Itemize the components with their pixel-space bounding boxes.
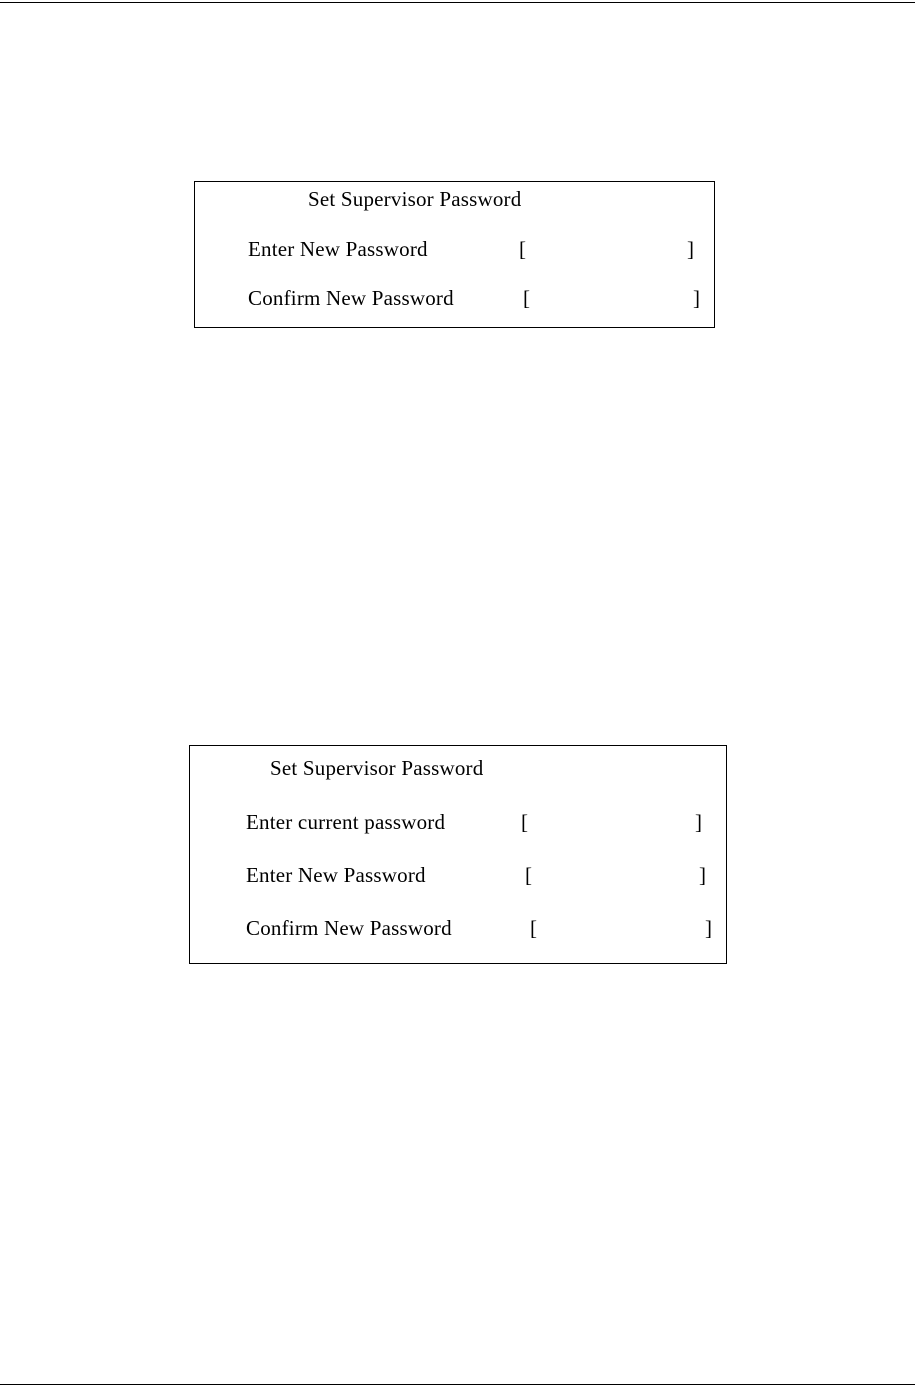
new-password-field[interactable] [535, 237, 683, 261]
page-footer-rule [0, 1384, 915, 1385]
open-bracket: [ [523, 286, 531, 310]
current-password-field[interactable] [537, 810, 691, 834]
confirm-new-password-label: Confirm New Password [246, 916, 452, 940]
open-bracket: [ [530, 916, 538, 940]
enter-new-password-label: Enter New Password [246, 863, 426, 887]
new-password-field[interactable] [541, 863, 694, 887]
enter-new-password-label: Enter New Password [248, 237, 428, 261]
dialog-title: Set Supervisor Password [270, 756, 484, 780]
close-bracket: ] [693, 286, 701, 310]
confirm-password-field[interactable] [546, 916, 701, 940]
set-supervisor-password-dialog [194, 181, 715, 328]
enter-current-password-label: Enter current password [246, 810, 446, 834]
page-header-rule [0, 2, 915, 3]
confirm-new-password-label: Confirm New Password [248, 286, 454, 310]
close-bracket: ] [699, 863, 707, 887]
open-bracket: [ [525, 863, 533, 887]
confirm-password-field[interactable] [539, 286, 689, 310]
close-bracket: ] [705, 916, 713, 940]
dialog-title: Set Supervisor Password [308, 187, 522, 211]
open-bracket: [ [519, 237, 527, 261]
open-bracket: [ [521, 810, 529, 834]
set-supervisor-password-dialog-with-current [189, 745, 727, 964]
close-bracket: ] [687, 237, 695, 261]
close-bracket: ] [695, 810, 703, 834]
